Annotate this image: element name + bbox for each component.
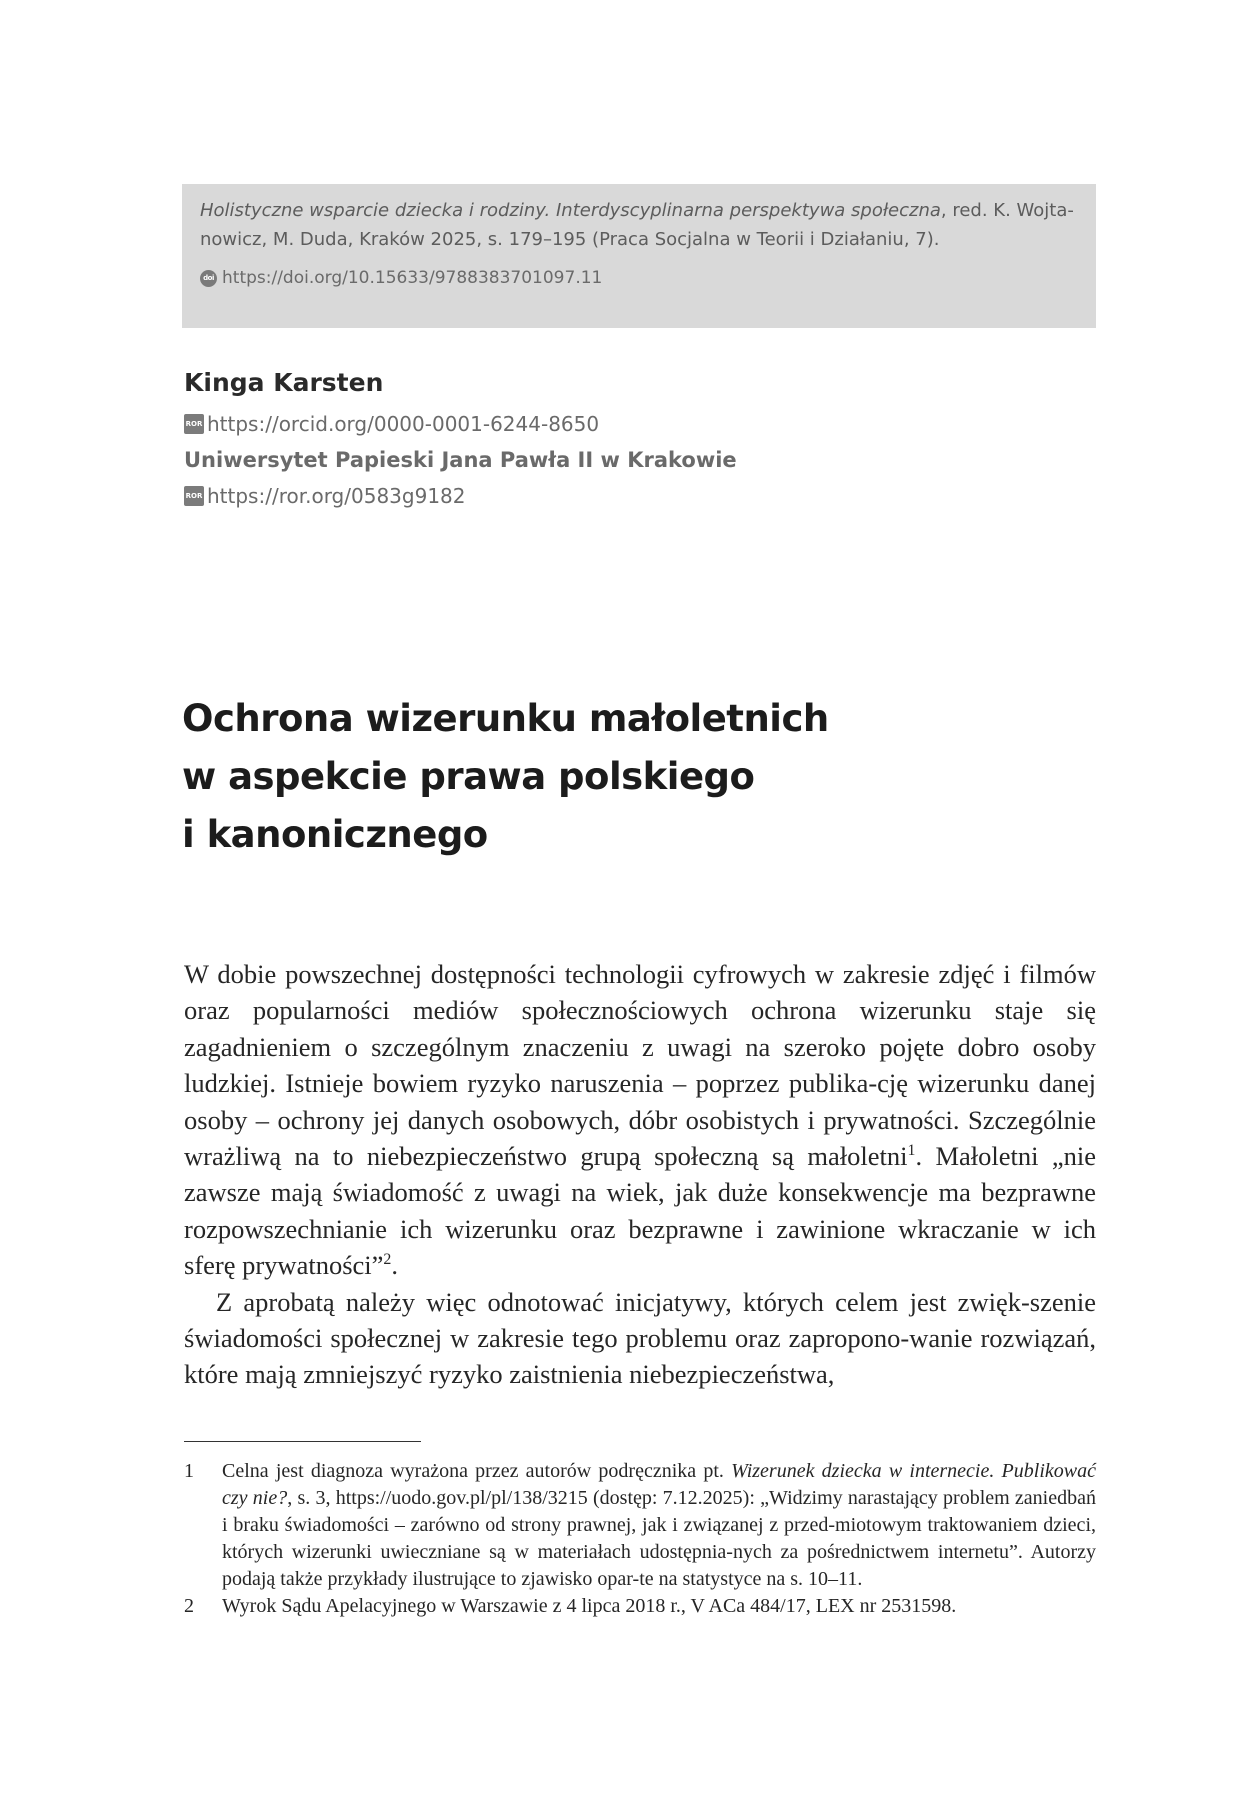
paragraph-1-end: . <box>391 1250 398 1281</box>
footnote-text-part: Celna jest diagnoza wyrażona przez autorów podręcznika pt. <box>222 1460 732 1482</box>
citation-book-title: Holistyczne wsparcie dziecka i rodziny. Interdyscyplinarna perspektywa społeczna <box>200 200 941 221</box>
paragraph-2: Z aprobatą należy więc odnotować inicjatywy, których celem jest zwięk-szenie świadomości społecznej w zakresie tego problemu oraz zapropono-wanie rozwiązań, które mają zmniejszyć ryzyko zaistnienia niebezpieczeństwa, <box>184 1286 1096 1390</box>
footnote-ref-2[interactable]: 2 <box>383 1251 392 1269</box>
paragraph-1 <box>184 956 1096 1284</box>
orcid-icon: ROR <box>184 414 204 434</box>
footnote-ref-1[interactable]: 1 <box>907 1142 916 1160</box>
paragraph-1-part-b: . Małoletni „nie zawsze mają świadomość z uwagi na wiek, jak duże konsekwencje ma bezprawne rozpowszechnianie ich wizerunku oraz bezprawne i zawinione wkraczanie w ich sferę prywatności” <box>184 1141 1096 1281</box>
footnote-1 <box>184 1458 1096 1593</box>
citation-text <box>200 196 1078 254</box>
author-block <box>184 368 737 514</box>
orcid-link[interactable]: https://orcid.org/0000-0001-6244-8650 <box>207 412 600 436</box>
chapter-title <box>182 690 829 864</box>
author-name: Kinga Karsten <box>184 368 384 397</box>
footnote-text-part: , s. 3, https://uodo.gov.pl/pl/138/3215 (dostęp: 7.12.2025): „Widzimy narastający problem zaniedbań i braku świadomości – zarówno od strony prawnej, jak i związanej z przed-miotowym traktowaniem dzieci, których wizerunki uwieczniane są w materiałach udostępnia-nych za pośrednictwem internetu”. Autorzy podają także przykłady ilustrujące to zjawisko opar-te na statystyce na s. 10–11. <box>222 1487 1096 1590</box>
footnote-2 <box>184 1593 1096 1620</box>
citation-details: , red. K. Wojta-nowicz, M. Duda, Kraków 2025, s. 179–195 (Praca Socjalna w Teorii i Działaniu, 7). <box>200 200 1074 250</box>
footnote-number: 1 <box>184 1460 194 1482</box>
footnote-text: Wyrok Sądu Apelacyjnego w Warszawie z 4 lipca 2018 r., V ACa 484/17, LEX nr 2531598. <box>222 1595 957 1617</box>
footnote-text <box>222 1458 1096 1593</box>
doi-link[interactable]: https://doi.org/10.15633/9788383701097.11 <box>222 268 603 288</box>
paragraph-1-part-a: W dobie powszechnej dostępności technologii cyfrowych w zakresie zdjęć i filmów oraz popularności mediów społecznościowych ochrona wizerunku staje się zagadnieniem o szczególnym znaczeniu z uwagi na szeroko pojęte dobro osoby ludzkiej. Istnieje bowiem ryzyko naruszenia – poprzez publika-cję wizerunku danej osoby – ochrony jej danych osobowych, dóbr osobistych i prywatności. Szczególnie wrażliwą na to niebezpieczeństwo grupą społeczną są małoletni <box>184 959 1096 1172</box>
chapter-title-line-2: w aspekcie prawa polskiego <box>182 755 755 798</box>
orcid-row[interactable] <box>184 406 737 442</box>
ror-link[interactable]: https://ror.org/0583g9182 <box>207 484 466 508</box>
ror-row[interactable] <box>184 478 737 514</box>
chapter-title-line-1: Ochrona wizerunku małoletnich <box>182 697 829 740</box>
doi-row[interactable] <box>200 268 1078 288</box>
author-affiliation: Uniwersytet Papieski Jana Pawła II w Krakowie <box>184 448 737 472</box>
citation-box <box>182 184 1096 328</box>
body-text <box>184 956 1096 1393</box>
footnote-book-title: Wizerunek dziecka w internecie. Publikować czy nie? <box>222 1460 1096 1509</box>
ror-icon: ROR <box>184 486 204 506</box>
footnote-divider <box>184 1441 421 1442</box>
chapter-title-line-3: i kanonicznego <box>182 813 488 856</box>
footnotes <box>184 1458 1096 1620</box>
footnote-number: 2 <box>184 1595 194 1617</box>
doi-icon: doi <box>200 270 217 287</box>
